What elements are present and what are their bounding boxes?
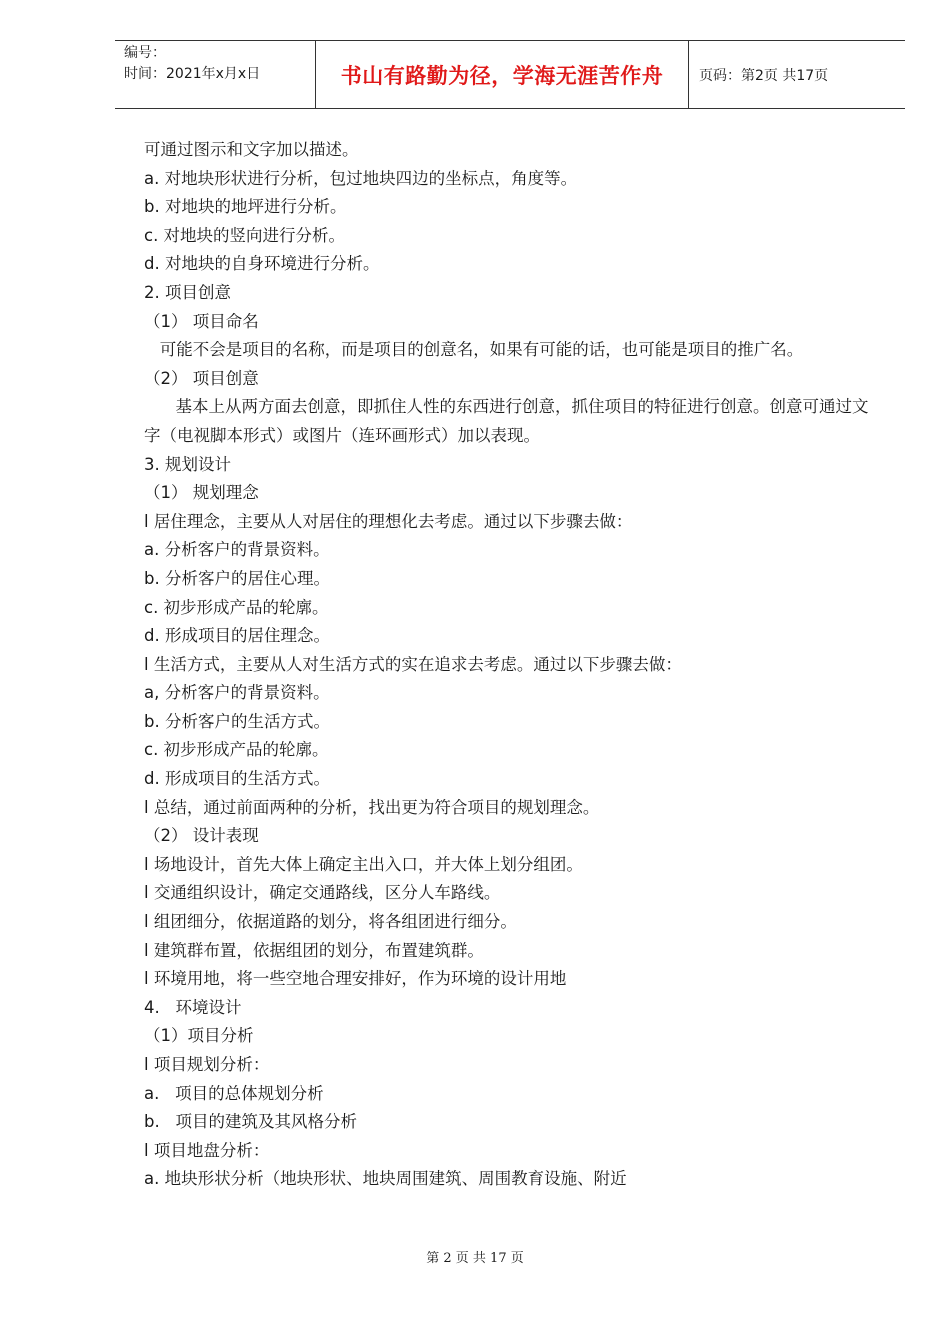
subsection-heading: （1） 项目命名	[144, 311, 259, 331]
list-item: b. 项目的建筑及其风格分析	[144, 1112, 357, 1132]
list-item: d. 形成项目的居住理念。	[144, 626, 330, 646]
list-item: c. 初步形成产品的轮廓。	[144, 740, 329, 760]
body-line: 可通过图示和文字加以描述。	[144, 140, 359, 159]
header-motto: 书山有路勤为径，学海无涯苦作舟	[340, 63, 664, 88]
section-heading: 3. 规划设计	[144, 454, 231, 474]
list-item: a, 分析客户的背景资料。	[144, 683, 330, 703]
header-motto-cell	[316, 41, 689, 108]
bullet-item: l 组团细分，依据道路的划分，将各组团进行细分。	[144, 912, 517, 932]
body-paragraph: 可能不会是项目的名称，而是项目的创意名，如果有可能的话，也可能是项目的推广名。	[144, 340, 804, 360]
bullet-item: l 场地设计，首先大体上确定主出入口，并大体上划分组团。	[144, 854, 583, 874]
bullet-item: l 总结，通过前面两种的分析，找出更为符合项目的规划理念。	[144, 797, 600, 817]
document-number-label: 编号：	[124, 45, 166, 61]
page-footer: 第 2 页 共 17 页	[426, 1251, 524, 1266]
body-line: b. 对地块的地坪进行分析。	[144, 197, 347, 217]
list-item: c. 初步形成产品的轮廓。	[144, 597, 329, 617]
list-item: a. 分析客户的背景资料。	[144, 540, 330, 560]
header-meta-cell	[115, 41, 316, 108]
bullet-item: l 环境用地，将一些空地合理安排好，作为环境的设计用地	[144, 969, 567, 989]
subsection-heading: （2） 设计表现	[144, 826, 259, 846]
bullet-item: l 交通组织设计，确定交通路线，区分人车路线。	[144, 883, 501, 903]
list-item: a. 地块形状分析（地块形状、地块周围建筑、周围教育设施、附近	[144, 1169, 627, 1189]
document-time-label: 时间：2021年x月x日	[124, 66, 261, 82]
section-heading: 4. 环境设计	[144, 997, 242, 1017]
bullet-item: l 生活方式，主要从人对生活方式的实在追求去考虑。通过以下步骤去做：	[144, 654, 682, 674]
body-paragraph: 基本上从两方面去创意，即抓住人性的东西进行创意，抓住项目的特征进行创意。创意可通过文字（电视脚本形式）或图片（连环画形式）加以表现。	[144, 397, 869, 445]
bullet-item: l 项目规划分析：	[144, 1055, 270, 1074]
body-line: c. 对地块的竖向进行分析。	[144, 225, 346, 245]
list-item: b. 分析客户的居住心理。	[144, 568, 330, 588]
list-item: d. 形成项目的生活方式。	[144, 769, 330, 789]
body-line: a. 对地块形状进行分析，包过地块四边的坐标点，角度等。	[144, 168, 578, 188]
section-heading: 2. 项目创意	[144, 282, 231, 302]
header-page-info: 页码：第2页 共17页	[699, 67, 829, 84]
header-table	[115, 40, 905, 109]
document-body	[144, 136, 874, 1194]
bullet-item: l 建筑群布置，依据组团的划分，布置建筑群。	[144, 940, 484, 960]
list-item: b. 分析客户的生活方式。	[144, 711, 330, 731]
subsection-heading: （2） 项目创意	[144, 368, 259, 388]
header-page-cell	[689, 41, 905, 108]
subsection-heading: （1）项目分析	[144, 1026, 254, 1046]
body-line: d. 对地块的自身环境进行分析。	[144, 254, 380, 274]
list-item: a. 项目的总体规划分析	[144, 1083, 324, 1103]
subsection-heading: （1） 规划理念	[144, 483, 259, 503]
bullet-item: l 居住理念，主要从人对居住的理想化去考虑。通过以下步骤去做：	[144, 511, 633, 531]
bullet-item: l 项目地盘分析：	[144, 1140, 270, 1160]
